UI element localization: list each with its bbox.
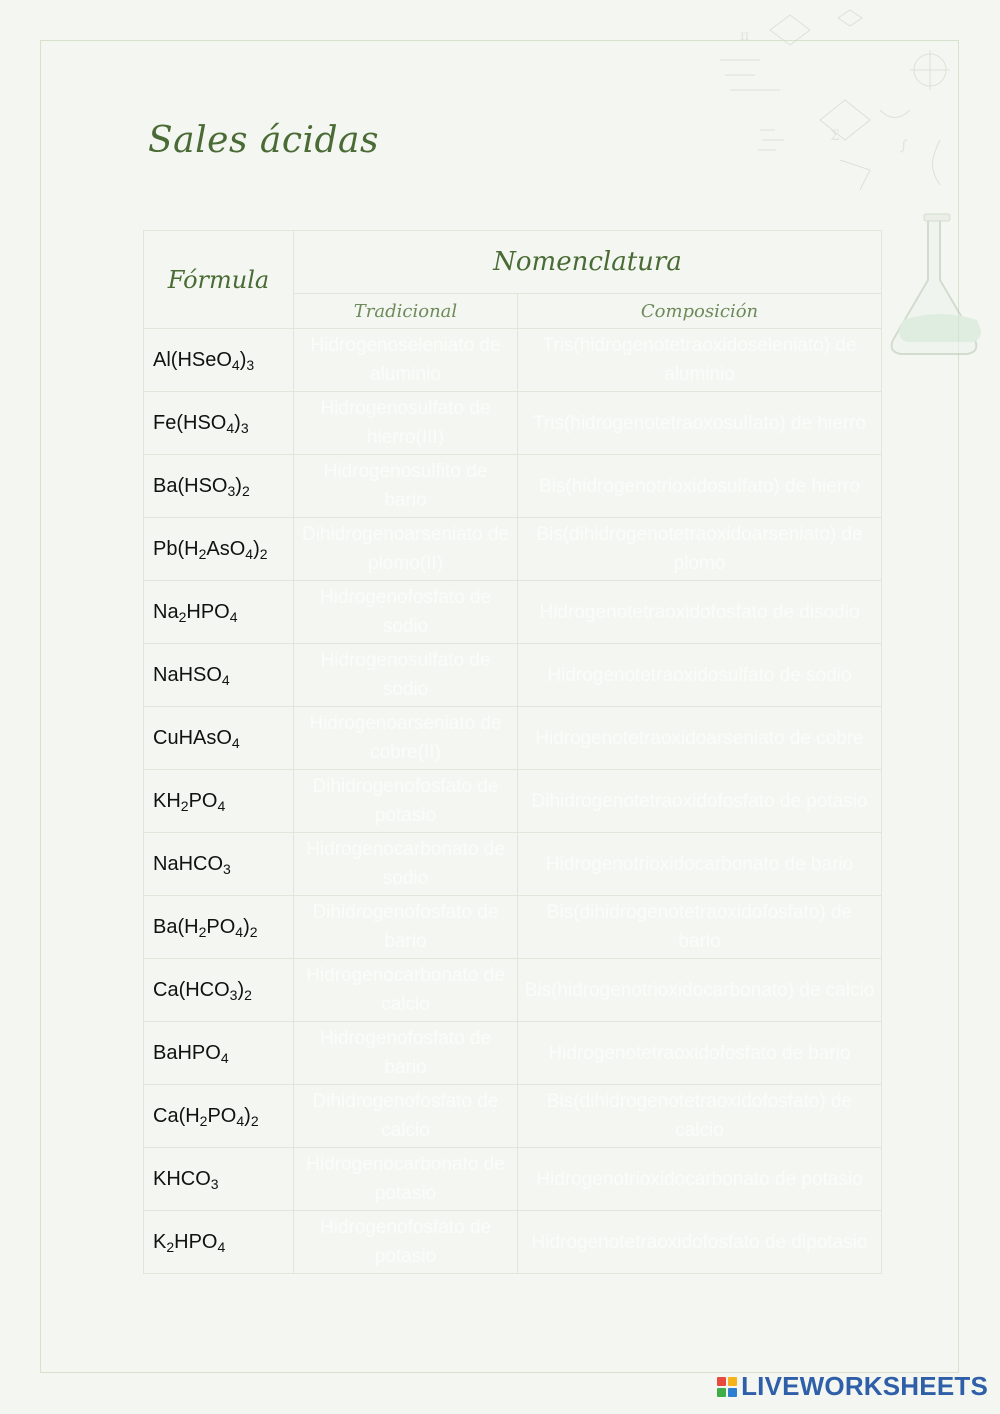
formula-subscript: 4 bbox=[221, 671, 230, 688]
brand-name: LIVEWORKSHEETS bbox=[741, 1371, 988, 1401]
table-row bbox=[144, 959, 882, 1022]
formula-text: K bbox=[153, 1230, 167, 1253]
formula-subscript: 3 bbox=[229, 986, 238, 1003]
table-row bbox=[144, 1211, 882, 1274]
formula-text: ) bbox=[243, 915, 250, 938]
formula-subscript: 2 bbox=[198, 545, 207, 562]
formula-subscript: 3 bbox=[246, 356, 255, 373]
header-traditional: Tradicional bbox=[294, 294, 518, 329]
table-row bbox=[144, 1022, 882, 1085]
salts-table bbox=[143, 230, 882, 1274]
traditional-answer-field[interactable]: Dihidrogenofosfato de bario bbox=[294, 896, 518, 959]
svg-text:Σ: Σ bbox=[830, 128, 840, 144]
formula-cell bbox=[144, 1085, 294, 1148]
traditional-answer-field[interactable]: Hidrogenofosfato de potasio bbox=[294, 1211, 518, 1274]
traditional-answer-field[interactable]: Hidrogenosulfato de hierro(III) bbox=[294, 392, 518, 455]
formula-cell bbox=[144, 896, 294, 959]
traditional-answer-field[interactable]: Hidrogenoarseniato de cobre(II) bbox=[294, 707, 518, 770]
formula-text: KH bbox=[153, 789, 181, 812]
formula-text: HPO bbox=[174, 1230, 218, 1253]
composition-answer-field[interactable]: Bis(dihidrogenotetraoxidofosfato) de bario bbox=[518, 896, 882, 959]
composition-answer-field[interactable]: Hidrogenotetraoxidosulfato de sodio bbox=[518, 644, 882, 707]
formula-text: ) bbox=[239, 348, 247, 371]
header-nomenclature: Nomenclatura bbox=[294, 231, 882, 294]
formula-cell bbox=[144, 581, 294, 644]
formula-text: PO bbox=[206, 915, 236, 938]
table-row bbox=[144, 1085, 882, 1148]
composition-answer-field[interactable]: Hidrogenotetraoxidofosfato de bario bbox=[518, 1022, 882, 1085]
page-title: Sales ácidas bbox=[148, 120, 379, 161]
traditional-answer-field[interactable]: Dihidrogenofosfato de potasio bbox=[294, 770, 518, 833]
formula-cell bbox=[144, 455, 294, 518]
formula-cell bbox=[144, 518, 294, 581]
composition-answer-field[interactable]: Tris(hidrogenotetraoxosulfato) de hierro bbox=[518, 392, 882, 455]
traditional-answer-field[interactable]: Hidrogenocarbonato de sodio bbox=[294, 833, 518, 896]
formula-text: Pb(H bbox=[153, 537, 199, 560]
formula-subscript: 2 bbox=[241, 482, 250, 499]
svg-text:π: π bbox=[740, 28, 750, 44]
formula-cell bbox=[144, 770, 294, 833]
table-body bbox=[144, 329, 882, 1274]
table-row bbox=[144, 455, 882, 518]
formula-cell bbox=[144, 959, 294, 1022]
formula-subscript: 2 bbox=[178, 608, 187, 625]
formula-text: PO bbox=[188, 789, 218, 812]
formula-text: ) bbox=[244, 1104, 251, 1127]
composition-answer-field[interactable]: Hidrogenotetraoxidofosfato de dipotasio bbox=[518, 1211, 882, 1274]
table-row bbox=[144, 392, 882, 455]
formula-subscript: 4 bbox=[231, 356, 240, 373]
composition-answer-field[interactable]: Dihidrogenotetraoxidofosfato de potasio bbox=[518, 770, 882, 833]
formula-subscript: 2 bbox=[250, 1112, 259, 1129]
formula-cell bbox=[144, 1211, 294, 1274]
formula-text: ) bbox=[253, 537, 260, 560]
traditional-answer-field[interactable]: Dihidrogenofosfato de calcio bbox=[294, 1085, 518, 1148]
traditional-answer-field[interactable]: Dihidrogenoarseniato de plomo(II) bbox=[294, 518, 518, 581]
formula-cell bbox=[144, 707, 294, 770]
formula-text: Ba(H bbox=[153, 915, 199, 938]
formula-subscript: 2 bbox=[249, 923, 258, 940]
composition-answer-field[interactable]: Hidrogenotrioxidocarbonato de potasio bbox=[518, 1148, 882, 1211]
formula-subscript: 4 bbox=[231, 734, 240, 751]
formula-subscript: 4 bbox=[220, 1049, 229, 1066]
formula-subscript: 3 bbox=[223, 860, 231, 877]
header-composition: Composición bbox=[518, 294, 882, 329]
traditional-answer-field[interactable]: Hidrogenosulfato de sodio bbox=[294, 644, 518, 707]
table-row bbox=[144, 329, 882, 392]
formula-subscript: 2 bbox=[166, 1238, 175, 1255]
formula-text: KHCO bbox=[153, 1167, 211, 1190]
traditional-answer-field[interactable]: Hidrogenoseleniato de aluminio bbox=[294, 329, 518, 392]
formula-text: PO bbox=[207, 1104, 237, 1127]
formula-text: ) bbox=[234, 411, 241, 434]
traditional-answer-field[interactable]: Hidrogenosulfito de bario bbox=[294, 455, 518, 518]
table-row bbox=[144, 518, 882, 581]
formula-subscript: 2 bbox=[198, 923, 207, 940]
composition-answer-field[interactable]: Tris(hidrogenotetraoxidoseleniato) de aluminio bbox=[518, 329, 882, 392]
formula-text: Ca(H bbox=[153, 1104, 200, 1127]
composition-answer-field[interactable]: Bis(dihidrogenotetraoxidofosfato) de calcio bbox=[518, 1085, 882, 1148]
formula-text: NaHSO bbox=[153, 663, 222, 686]
formula-text: BaHPO bbox=[153, 1041, 221, 1064]
composition-answer-field[interactable]: Bis(hidrogenotrioxidosulfato) de hierro bbox=[518, 455, 882, 518]
formula-text: HPO bbox=[186, 600, 230, 623]
traditional-answer-field[interactable]: Hidrogenofosfato de bario bbox=[294, 1022, 518, 1085]
formula-text: NaHCO bbox=[153, 852, 224, 875]
traditional-answer-field[interactable]: Hidrogenocarbonato de potasio bbox=[294, 1148, 518, 1211]
formula-subscript: 2 bbox=[180, 797, 189, 814]
formula-text: Fe(HSO bbox=[153, 411, 227, 434]
svg-text:∫: ∫ bbox=[900, 138, 908, 154]
formula-subscript: 2 bbox=[199, 1112, 208, 1129]
table-row bbox=[144, 833, 882, 896]
traditional-answer-field[interactable]: Hidrogenofosfato de sodio bbox=[294, 581, 518, 644]
formula-subscript: 4 bbox=[229, 608, 238, 625]
formula-subscript: 2 bbox=[244, 986, 252, 1003]
formula-text: Na bbox=[153, 600, 179, 623]
formula-text: CuHAsO bbox=[153, 726, 232, 749]
liveworksheets-logo-icon bbox=[717, 1377, 737, 1397]
formula-text: ) bbox=[237, 978, 245, 1001]
traditional-answer-field[interactable]: Hidrogenocarbonato de calcio bbox=[294, 959, 518, 1022]
formula-cell bbox=[144, 329, 294, 392]
formula-cell bbox=[144, 644, 294, 707]
formula-text: ) bbox=[235, 474, 242, 497]
composition-answer-field[interactable]: Hidrogenotetraoxidofosfato de disodio bbox=[518, 581, 882, 644]
formula-cell bbox=[144, 1022, 294, 1085]
composition-answer-field[interactable]: Hidrogenotrioxidocarbonato de bario bbox=[518, 833, 882, 896]
table-row bbox=[144, 644, 882, 707]
table-row bbox=[144, 1148, 882, 1211]
formula-subscript: 3 bbox=[210, 1175, 219, 1192]
table-row bbox=[144, 707, 882, 770]
composition-answer-field[interactable]: Hidrogenotetraoxidoarseniato de cobre bbox=[518, 707, 882, 770]
formula-subscript: 4 bbox=[245, 545, 254, 562]
table-row bbox=[144, 581, 882, 644]
formula-cell bbox=[144, 392, 294, 455]
table-row bbox=[144, 770, 882, 833]
formula-cell bbox=[144, 833, 294, 896]
formula-subscript: 3 bbox=[227, 482, 236, 499]
composition-answer-field[interactable]: Bis(hidrogenotrioxidocarbonato) de calcio bbox=[518, 959, 882, 1022]
formula-text: AsO bbox=[206, 537, 246, 560]
formula-subscript: 4 bbox=[217, 797, 226, 814]
formula-subscript: 3 bbox=[240, 419, 249, 436]
composition-answer-field[interactable]: Bis(dihidrogenotetraoxidoarseniato) de plomo bbox=[518, 518, 882, 581]
formula-subscript: 4 bbox=[217, 1238, 226, 1255]
formula-subscript: 4 bbox=[236, 1112, 245, 1129]
header-formula: Fórmula bbox=[144, 231, 294, 329]
formula-text: Al(HSeO bbox=[153, 348, 232, 371]
table-row bbox=[144, 896, 882, 959]
formula-cell bbox=[144, 1148, 294, 1211]
formula-subscript: 4 bbox=[235, 923, 244, 940]
formula-subscript: 2 bbox=[259, 545, 268, 562]
formula-text: Ca(HCO bbox=[153, 978, 230, 1001]
formula-subscript: 4 bbox=[226, 419, 235, 436]
formula-text: Ba(HSO bbox=[153, 474, 228, 497]
liveworksheets-logo bbox=[717, 1371, 988, 1402]
